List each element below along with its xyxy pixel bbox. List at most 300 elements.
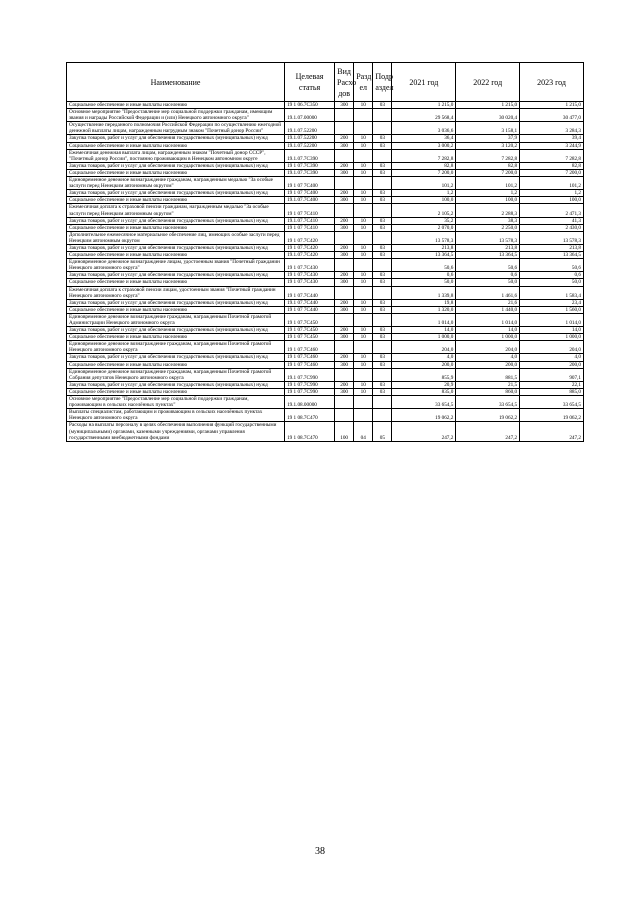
cell-code: 19.1.07.52200 xyxy=(285,142,335,149)
cell-vid xyxy=(335,313,354,326)
cell-name: Ежемесячная доплата к страховой пенсии гражданам, награжденным медалью "За особые заслуги перед Ненецким автономным округом" xyxy=(67,204,285,217)
cell-2022: 30 020,4 xyxy=(456,109,520,122)
cell-name: Закупка товаров, работ и услуг для обеспечения государственных (муниципальных) нужд xyxy=(67,190,285,197)
cell-name: Основное мероприятие "Предоставление мер социальной поддержки гражданам, проживающим в сельских населённых пунктах" xyxy=(67,396,285,409)
cell-2022: 1 000,0 xyxy=(456,334,520,341)
cell-razdel xyxy=(354,122,373,135)
cell-vid xyxy=(335,341,354,354)
cell-podrazdel xyxy=(373,177,392,190)
cell-razdel: 10 xyxy=(354,361,373,368)
cell-podrazdel: 03 xyxy=(373,306,392,313)
cell-razdel: 10 xyxy=(354,162,373,169)
cell-vid: 200 xyxy=(335,244,354,251)
cell-code: 19 1 07.7С390 xyxy=(285,162,335,169)
cell-2021: 19 062,2 xyxy=(392,409,456,422)
cell-2021: 1 320,0 xyxy=(392,306,456,313)
cell-podrazdel xyxy=(373,149,392,162)
cell-vid xyxy=(335,286,354,299)
cell-razdel: 10 xyxy=(354,327,373,334)
cell-vid: 300 xyxy=(335,102,354,109)
cell-2022: 1,2 xyxy=(456,190,520,197)
cell-2022: 1 014,0 xyxy=(456,313,520,326)
table-row xyxy=(67,177,584,190)
cell-code: 19 1 07 7С410 xyxy=(285,224,335,231)
cell-vid: 200 xyxy=(335,354,354,361)
cell-2021: 1,2 xyxy=(392,190,456,197)
cell-podrazdel xyxy=(373,259,392,272)
cell-code: 19 1 07.7С460 xyxy=(285,341,335,354)
cell-2021: 36,4 xyxy=(392,135,456,142)
cell-razdel: 10 xyxy=(354,299,373,306)
cell-name: Социальное обеспечение и иные выплаты населению xyxy=(67,102,285,109)
cell-2021: 7 200,0 xyxy=(392,169,456,176)
header-2023: 2023 год xyxy=(520,63,584,102)
cell-2022: 13 578,3 xyxy=(456,231,520,244)
cell-vid: 300 xyxy=(335,252,354,259)
cell-razdel: 10 xyxy=(354,306,373,313)
cell-2021: 247,2 xyxy=(392,422,456,441)
cell-podrazdel: 03 xyxy=(373,217,392,224)
cell-name: Выплаты специалистам, работающим и проживающим в сельских населённых пунктах Ненецкого автономного округа xyxy=(67,409,285,422)
cell-name: Закупка товаров, работ и услуг для обеспечения государственных (муниципальных) нужд xyxy=(67,354,285,361)
cell-podrazdel: 03 xyxy=(373,162,392,169)
cell-2022: 1 461,6 xyxy=(456,286,520,299)
cell-2023: 22,1 xyxy=(520,381,584,388)
table-row xyxy=(67,327,584,334)
header-name: Наименование xyxy=(67,63,285,102)
cell-2021: 1 000,0 xyxy=(392,334,456,341)
cell-razdel: 10 xyxy=(354,169,373,176)
cell-vid xyxy=(335,109,354,122)
cell-2022: 33 654,5 xyxy=(456,396,520,409)
cell-2022: 100,0 xyxy=(456,197,520,204)
cell-vid: 200 xyxy=(335,327,354,334)
cell-2023: 7 200,0 xyxy=(520,169,584,176)
cell-vid: 200 xyxy=(335,381,354,388)
cell-2023: 3 284,3 xyxy=(520,122,584,135)
table-row xyxy=(67,259,584,272)
cell-2021: 50,6 xyxy=(392,259,456,272)
cell-2021: 2 070,0 xyxy=(392,224,456,231)
cell-code: 19 1 08.7С470 xyxy=(285,409,335,422)
cell-podrazdel: 03 xyxy=(373,197,392,204)
cell-podrazdel xyxy=(373,341,392,354)
cell-code: 19 1 07.7С990 xyxy=(285,381,335,388)
cell-razdel: 10 xyxy=(354,197,373,204)
cell-name: Социальное обеспечение и иные выплаты населению xyxy=(67,224,285,231)
cell-podrazdel: 03 xyxy=(373,244,392,251)
cell-2023: 213,8 xyxy=(520,244,584,251)
cell-2021: 1 339,8 xyxy=(392,286,456,299)
cell-name: Социальное обеспечение и иные выплаты населению xyxy=(67,142,285,149)
cell-2023: 885,0 xyxy=(520,388,584,395)
cell-code: 19 1 07 7С400 xyxy=(285,177,335,190)
cell-2022: 3 158,1 xyxy=(456,122,520,135)
cell-razdel: 10 xyxy=(354,334,373,341)
table-body xyxy=(67,102,584,442)
table-row xyxy=(67,197,584,204)
cell-2022: 1 440,0 xyxy=(456,306,520,313)
cell-2022: 0,6 xyxy=(456,272,520,279)
cell-2023: 101,2 xyxy=(520,177,584,190)
cell-2022: 881,5 xyxy=(456,368,520,381)
cell-name: Закупка товаров, работ и услуг для обеспечения государственных (муниципальных) нужд xyxy=(67,217,285,224)
cell-name: Расходы на выплаты персоналу в целях обеспечения выполнения функций государственными (муниципальными) органами, казенными учреждениями, органами управления государственными внебюджетными фондами xyxy=(67,422,285,441)
cell-vid: 200 xyxy=(335,272,354,279)
cell-vid xyxy=(335,177,354,190)
cell-2022: 19 062,2 xyxy=(456,409,520,422)
cell-2023: 14,0 xyxy=(520,327,584,334)
cell-vid: 300 xyxy=(335,142,354,149)
cell-code: 19 1 07.7С990 xyxy=(285,388,335,395)
cell-podrazdel: 03 xyxy=(373,381,392,388)
cell-code: 19 1 07.7С430 xyxy=(285,272,335,279)
table-row xyxy=(67,313,584,326)
table-header xyxy=(67,63,584,102)
cell-name: Основное мероприятие "Предоставление мер социальной поддержки гражданам, имеющим звания и награды Российской Федерации и (или) Ненецкого автономного округа" xyxy=(67,109,285,122)
cell-2023: 50,6 xyxy=(520,259,584,272)
cell-name: Социальное обеспечение и иные выплаты населению xyxy=(67,306,285,313)
table-row xyxy=(67,381,584,388)
cell-razdel xyxy=(354,409,373,422)
table-row xyxy=(67,162,584,169)
page-number: 38 xyxy=(315,846,325,857)
cell-podrazdel: 03 xyxy=(373,102,392,109)
cell-2023: 1 014,0 xyxy=(520,313,584,326)
cell-podrazdel: 03 xyxy=(373,388,392,395)
table-row xyxy=(67,388,584,395)
table-row xyxy=(67,169,584,176)
cell-code: 19.1 07.7С990 xyxy=(285,368,335,381)
cell-2023: 33 654,5 xyxy=(520,396,584,409)
table-row xyxy=(67,244,584,251)
cell-razdel xyxy=(354,259,373,272)
cell-name: Закупка товаров, работ и услуг для обеспечения государственных (муниципальных) нужд xyxy=(67,381,285,388)
cell-vid: 300 xyxy=(335,388,354,395)
cell-2022: 247,2 xyxy=(456,422,520,441)
cell-vid: 200 xyxy=(335,135,354,142)
cell-2023: 23,4 xyxy=(520,299,584,306)
cell-code: 19 1 07 7С460 xyxy=(285,361,335,368)
cell-2023: 39,4 xyxy=(520,135,584,142)
cell-2022: 1 215,0 xyxy=(456,102,520,109)
cell-vid xyxy=(335,409,354,422)
cell-2022: 204,0 xyxy=(456,341,520,354)
cell-2021: 35,2 xyxy=(392,217,456,224)
cell-razdel xyxy=(354,313,373,326)
cell-2022: 2 288,3 xyxy=(456,204,520,217)
cell-podrazdel: 03 xyxy=(373,299,392,306)
cell-code: 19 1 08.7С470 xyxy=(285,422,335,441)
header-razdel: Разд ел xyxy=(354,63,373,102)
cell-2021: 0,6 xyxy=(392,272,456,279)
cell-podrazdel xyxy=(373,109,392,122)
cell-vid: 300 xyxy=(335,334,354,341)
cell-vid xyxy=(335,204,354,217)
cell-razdel: 10 xyxy=(354,381,373,388)
table-row xyxy=(67,102,584,109)
cell-2021: 2 105,2 xyxy=(392,204,456,217)
cell-2021: 3 036,6 xyxy=(392,122,456,135)
header-vid: Вид Расхо дов xyxy=(335,63,354,102)
cell-razdel xyxy=(354,286,373,299)
table-row xyxy=(67,252,584,259)
cell-2023: 4,0 xyxy=(520,354,584,361)
cell-vid: 300 xyxy=(335,224,354,231)
cell-name: Социальное обеспечение и иные выплаты населению xyxy=(67,169,285,176)
table-row xyxy=(67,279,584,286)
cell-razdel xyxy=(354,204,373,217)
cell-2021: 82,8 xyxy=(392,162,456,169)
cell-razdel: 10 xyxy=(354,142,373,149)
cell-2022: 213,8 xyxy=(456,244,520,251)
cell-code: 19 1 07.7С420 xyxy=(285,244,335,251)
cell-2022: 13 364,5 xyxy=(456,252,520,259)
table-row xyxy=(67,190,584,197)
table-row xyxy=(67,368,584,381)
table-row xyxy=(67,122,584,135)
cell-2023: 100,0 xyxy=(520,197,584,204)
table-row xyxy=(67,135,584,142)
cell-vid: 300 xyxy=(335,279,354,286)
cell-2022: 21,6 xyxy=(456,299,520,306)
cell-2023: 50,0 xyxy=(520,279,584,286)
cell-2023: 30 477,0 xyxy=(520,109,584,122)
table-row xyxy=(67,334,584,341)
cell-2021: 13 578,3 xyxy=(392,231,456,244)
cell-podrazdel: 03 xyxy=(373,224,392,231)
cell-razdel xyxy=(354,231,373,244)
table-row xyxy=(67,306,584,313)
cell-code: 19 1 07.7С420 xyxy=(285,231,335,244)
cell-2023: 1 560,0 xyxy=(520,306,584,313)
cell-2023: 1 583,4 xyxy=(520,286,584,299)
cell-podrazdel: 03 xyxy=(373,142,392,149)
cell-podrazdel xyxy=(373,122,392,135)
table-row xyxy=(67,149,584,162)
cell-vid xyxy=(335,122,354,135)
cell-2021: 29 568,4 xyxy=(392,109,456,122)
cell-2021: 101,2 xyxy=(392,177,456,190)
table-row xyxy=(67,142,584,149)
cell-2022: 7 200,0 xyxy=(456,169,520,176)
cell-2023: 1 215,0 xyxy=(520,102,584,109)
cell-code: 19.1.07.7С390 xyxy=(285,169,335,176)
cell-2021: 835,0 xyxy=(392,388,456,395)
cell-razdel: 10 xyxy=(354,224,373,231)
cell-code: 19.1.08.00000 xyxy=(285,396,335,409)
cell-2022: 101,2 xyxy=(456,177,520,190)
cell-vid xyxy=(335,368,354,381)
cell-podrazdel xyxy=(373,204,392,217)
table-row xyxy=(67,286,584,299)
cell-code: 19 1 07 7С400 xyxy=(285,190,335,197)
header-code: Целевая статья xyxy=(285,63,335,102)
table-row xyxy=(67,109,584,122)
cell-vid: 300 xyxy=(335,361,354,368)
cell-name: Закупка товаров, работ и услуг для обеспечения государственных (муниципальных) нужд xyxy=(67,272,285,279)
cell-vid: 200 xyxy=(335,299,354,306)
table-row xyxy=(67,361,584,368)
cell-podrazdel xyxy=(373,313,392,326)
cell-podrazdel xyxy=(373,286,392,299)
header-2021: 2021 год xyxy=(392,63,456,102)
cell-vid xyxy=(335,259,354,272)
cell-podrazdel xyxy=(373,231,392,244)
cell-2023: 1,2 xyxy=(520,190,584,197)
cell-2023: 41,3 xyxy=(520,217,584,224)
cell-vid xyxy=(335,231,354,244)
cell-name: Единовременное денежное вознаграждение гражданам, награжденным Почетной грамотой Администрации Ненецкого автономного округа xyxy=(67,313,285,326)
cell-razdel: 10 xyxy=(354,279,373,286)
cell-code: 19.1.07.7С410 xyxy=(285,217,335,224)
cell-code: 19 1 07.7С430 xyxy=(285,259,335,272)
cell-name: Закупка товаров, работ и услуг для обеспечения государственных (муниципальных) нужд xyxy=(67,327,285,334)
cell-razdel xyxy=(354,368,373,381)
table-row xyxy=(67,409,584,422)
cell-2021: 213,8 xyxy=(392,244,456,251)
cell-name: Социальное обеспечение и иные выплаты населению xyxy=(67,334,285,341)
cell-name: Социальное обеспечение и иные выплаты населению xyxy=(67,361,285,368)
cell-razdel xyxy=(354,149,373,162)
cell-name: Ежемесячная денежная выплата лицам, награжденным знаком "Почетный донор СССР", "Почетный донор России", постоянно проживающим в Ненецком автономном округе xyxy=(67,149,285,162)
cell-2022: 50,0 xyxy=(456,279,520,286)
cell-vid: 300 xyxy=(335,169,354,176)
cell-code: 19 1 07 7С410 xyxy=(285,204,335,217)
cell-2022: 7 282,8 xyxy=(456,149,520,162)
cell-vid xyxy=(335,149,354,162)
cell-2021: 20,9 xyxy=(392,381,456,388)
cell-name: Единовременное денежное вознаграждение гражданам, награжденным Почетной грамотой Собрания депутатов Ненецкого автономного округа xyxy=(67,368,285,381)
cell-2023: 1 000,0 xyxy=(520,334,584,341)
cell-2022: 37,9 xyxy=(456,135,520,142)
cell-2022: 82,8 xyxy=(456,162,520,169)
cell-2021: 7 282,8 xyxy=(392,149,456,162)
cell-podrazdel: 03 xyxy=(373,279,392,286)
cell-podrazdel: 03 xyxy=(373,135,392,142)
budget-table xyxy=(66,62,584,442)
cell-2023: 200,0 xyxy=(520,361,584,368)
cell-2022: 21,5 xyxy=(456,381,520,388)
header-2022: 2022 год xyxy=(456,63,520,102)
cell-razdel: 10 xyxy=(354,388,373,395)
cell-code: 19 1 07.7С450 xyxy=(285,313,335,326)
cell-2022: 38,3 xyxy=(456,217,520,224)
cell-razdel: 10 xyxy=(354,354,373,361)
cell-2023: 82,8 xyxy=(520,162,584,169)
header-podrazdel: Подр аздел xyxy=(373,63,392,102)
cell-vid: 200 xyxy=(335,162,354,169)
cell-code: 19 1 07.7С450 xyxy=(285,327,335,334)
cell-2021: 200,0 xyxy=(392,361,456,368)
cell-podrazdel: 03 xyxy=(373,272,392,279)
cell-podrazdel xyxy=(373,368,392,381)
cell-2021: 100,0 xyxy=(392,197,456,204)
cell-2023: 13 364,5 xyxy=(520,252,584,259)
cell-code: 19 1 06.7С350 xyxy=(285,102,335,109)
cell-vid: 100 xyxy=(335,422,354,441)
cell-podrazdel: 03 xyxy=(373,252,392,259)
cell-2023: 7 282,8 xyxy=(520,149,584,162)
cell-podrazdel: 03 xyxy=(373,327,392,334)
cell-2021: 1 215,0 xyxy=(392,102,456,109)
cell-2022: 50,6 xyxy=(456,259,520,272)
cell-name: Социальное обеспечение и иные выплаты населению xyxy=(67,279,285,286)
cell-name: Единовременное денежное вознаграждение лицам, удостоенным звания "Почетный гражданин Ненецкого автономного округа" xyxy=(67,259,285,272)
cell-2023: 907,1 xyxy=(520,368,584,381)
cell-razdel: 10 xyxy=(354,102,373,109)
cell-2022: 860,0 xyxy=(456,388,520,395)
cell-name: Закупка товаров, работ и услуг для обеспечения государственных (муниципальных) нужд xyxy=(67,135,285,142)
cell-code: 19 1 07 7С440 xyxy=(285,306,335,313)
cell-vid: 300 xyxy=(335,197,354,204)
cell-podrazdel: 03 xyxy=(373,334,392,341)
cell-razdel: 10 xyxy=(354,190,373,197)
table-row xyxy=(67,217,584,224)
cell-2022: 2 250,0 xyxy=(456,224,520,231)
cell-2023: 0,6 xyxy=(520,272,584,279)
cell-razdel: 10 xyxy=(354,244,373,251)
cell-podrazdel: 03 xyxy=(373,361,392,368)
cell-name: Социальное обеспечение и иные выплаты населению xyxy=(67,252,285,259)
cell-podrazdel xyxy=(373,409,392,422)
cell-2023: 13 578,3 xyxy=(520,231,584,244)
cell-code: 19 1 07.7С430 xyxy=(285,279,335,286)
cell-2021: 14,0 xyxy=(392,327,456,334)
cell-2021: 4,0 xyxy=(392,354,456,361)
table-row xyxy=(67,422,584,441)
cell-code: 19.1.07.00000 xyxy=(285,109,335,122)
cell-name: Осуществление переданного полномочия Российской Федерации по осуществлению ежегодной денежной выплаты лицам, награжденным нагрудным знаком "Почетный донор России" xyxy=(67,122,285,135)
table-row xyxy=(67,204,584,217)
cell-razdel xyxy=(354,396,373,409)
cell-2022: 4,0 xyxy=(456,354,520,361)
cell-2023: 247,2 xyxy=(520,422,584,441)
cell-razdel xyxy=(354,177,373,190)
cell-vid: 300 xyxy=(335,306,354,313)
cell-name: Закупка товаров, работ и услуг для обеспечения государственных (муниципальных) нужд xyxy=(67,162,285,169)
cell-vid xyxy=(335,396,354,409)
cell-2021: 33 654,5 xyxy=(392,396,456,409)
cell-2023: 2 471,3 xyxy=(520,204,584,217)
table-row xyxy=(67,299,584,306)
cell-name: Социальное обеспечение и иные выплаты населению xyxy=(67,388,285,395)
cell-name: Ежемесячная доплата к страховой пенсии лицам, удостоенным звания "Почетный гражданин Ненецкого автономного округа" xyxy=(67,286,285,299)
cell-2022: 14,0 xyxy=(456,327,520,334)
cell-2023: 2 430,0 xyxy=(520,224,584,231)
cell-razdel: 10 xyxy=(354,252,373,259)
cell-code: 19.1.07.7С390 xyxy=(285,149,335,162)
cell-razdel: 04 xyxy=(354,422,373,441)
cell-2023: 19 062,2 xyxy=(520,409,584,422)
cell-2021: 50,0 xyxy=(392,279,456,286)
table-row xyxy=(67,341,584,354)
cell-code: 19.1 07.7С440 xyxy=(285,299,335,306)
cell-code: 19 1 07.7С440 xyxy=(285,286,335,299)
cell-code: 19.1.07.52200 xyxy=(285,135,335,142)
cell-code: 19 1 07.7С460 xyxy=(285,354,335,361)
cell-2021: 19,8 xyxy=(392,299,456,306)
cell-vid: 200 xyxy=(335,217,354,224)
cell-name: Социальное обеспечение и иные выплаты населению xyxy=(67,197,285,204)
cell-code: 19.1.07.7С420 xyxy=(285,252,335,259)
cell-razdel: 10 xyxy=(354,135,373,142)
cell-vid: 200 xyxy=(335,190,354,197)
cell-2022: 200,0 xyxy=(456,361,520,368)
cell-podrazdel: 03 xyxy=(373,169,392,176)
cell-name: Единовременное денежное вознаграждение гражданам, награжденным Почетной грамотой Ненецкого автономного округа xyxy=(67,341,285,354)
cell-podrazdel: 05 xyxy=(373,422,392,441)
